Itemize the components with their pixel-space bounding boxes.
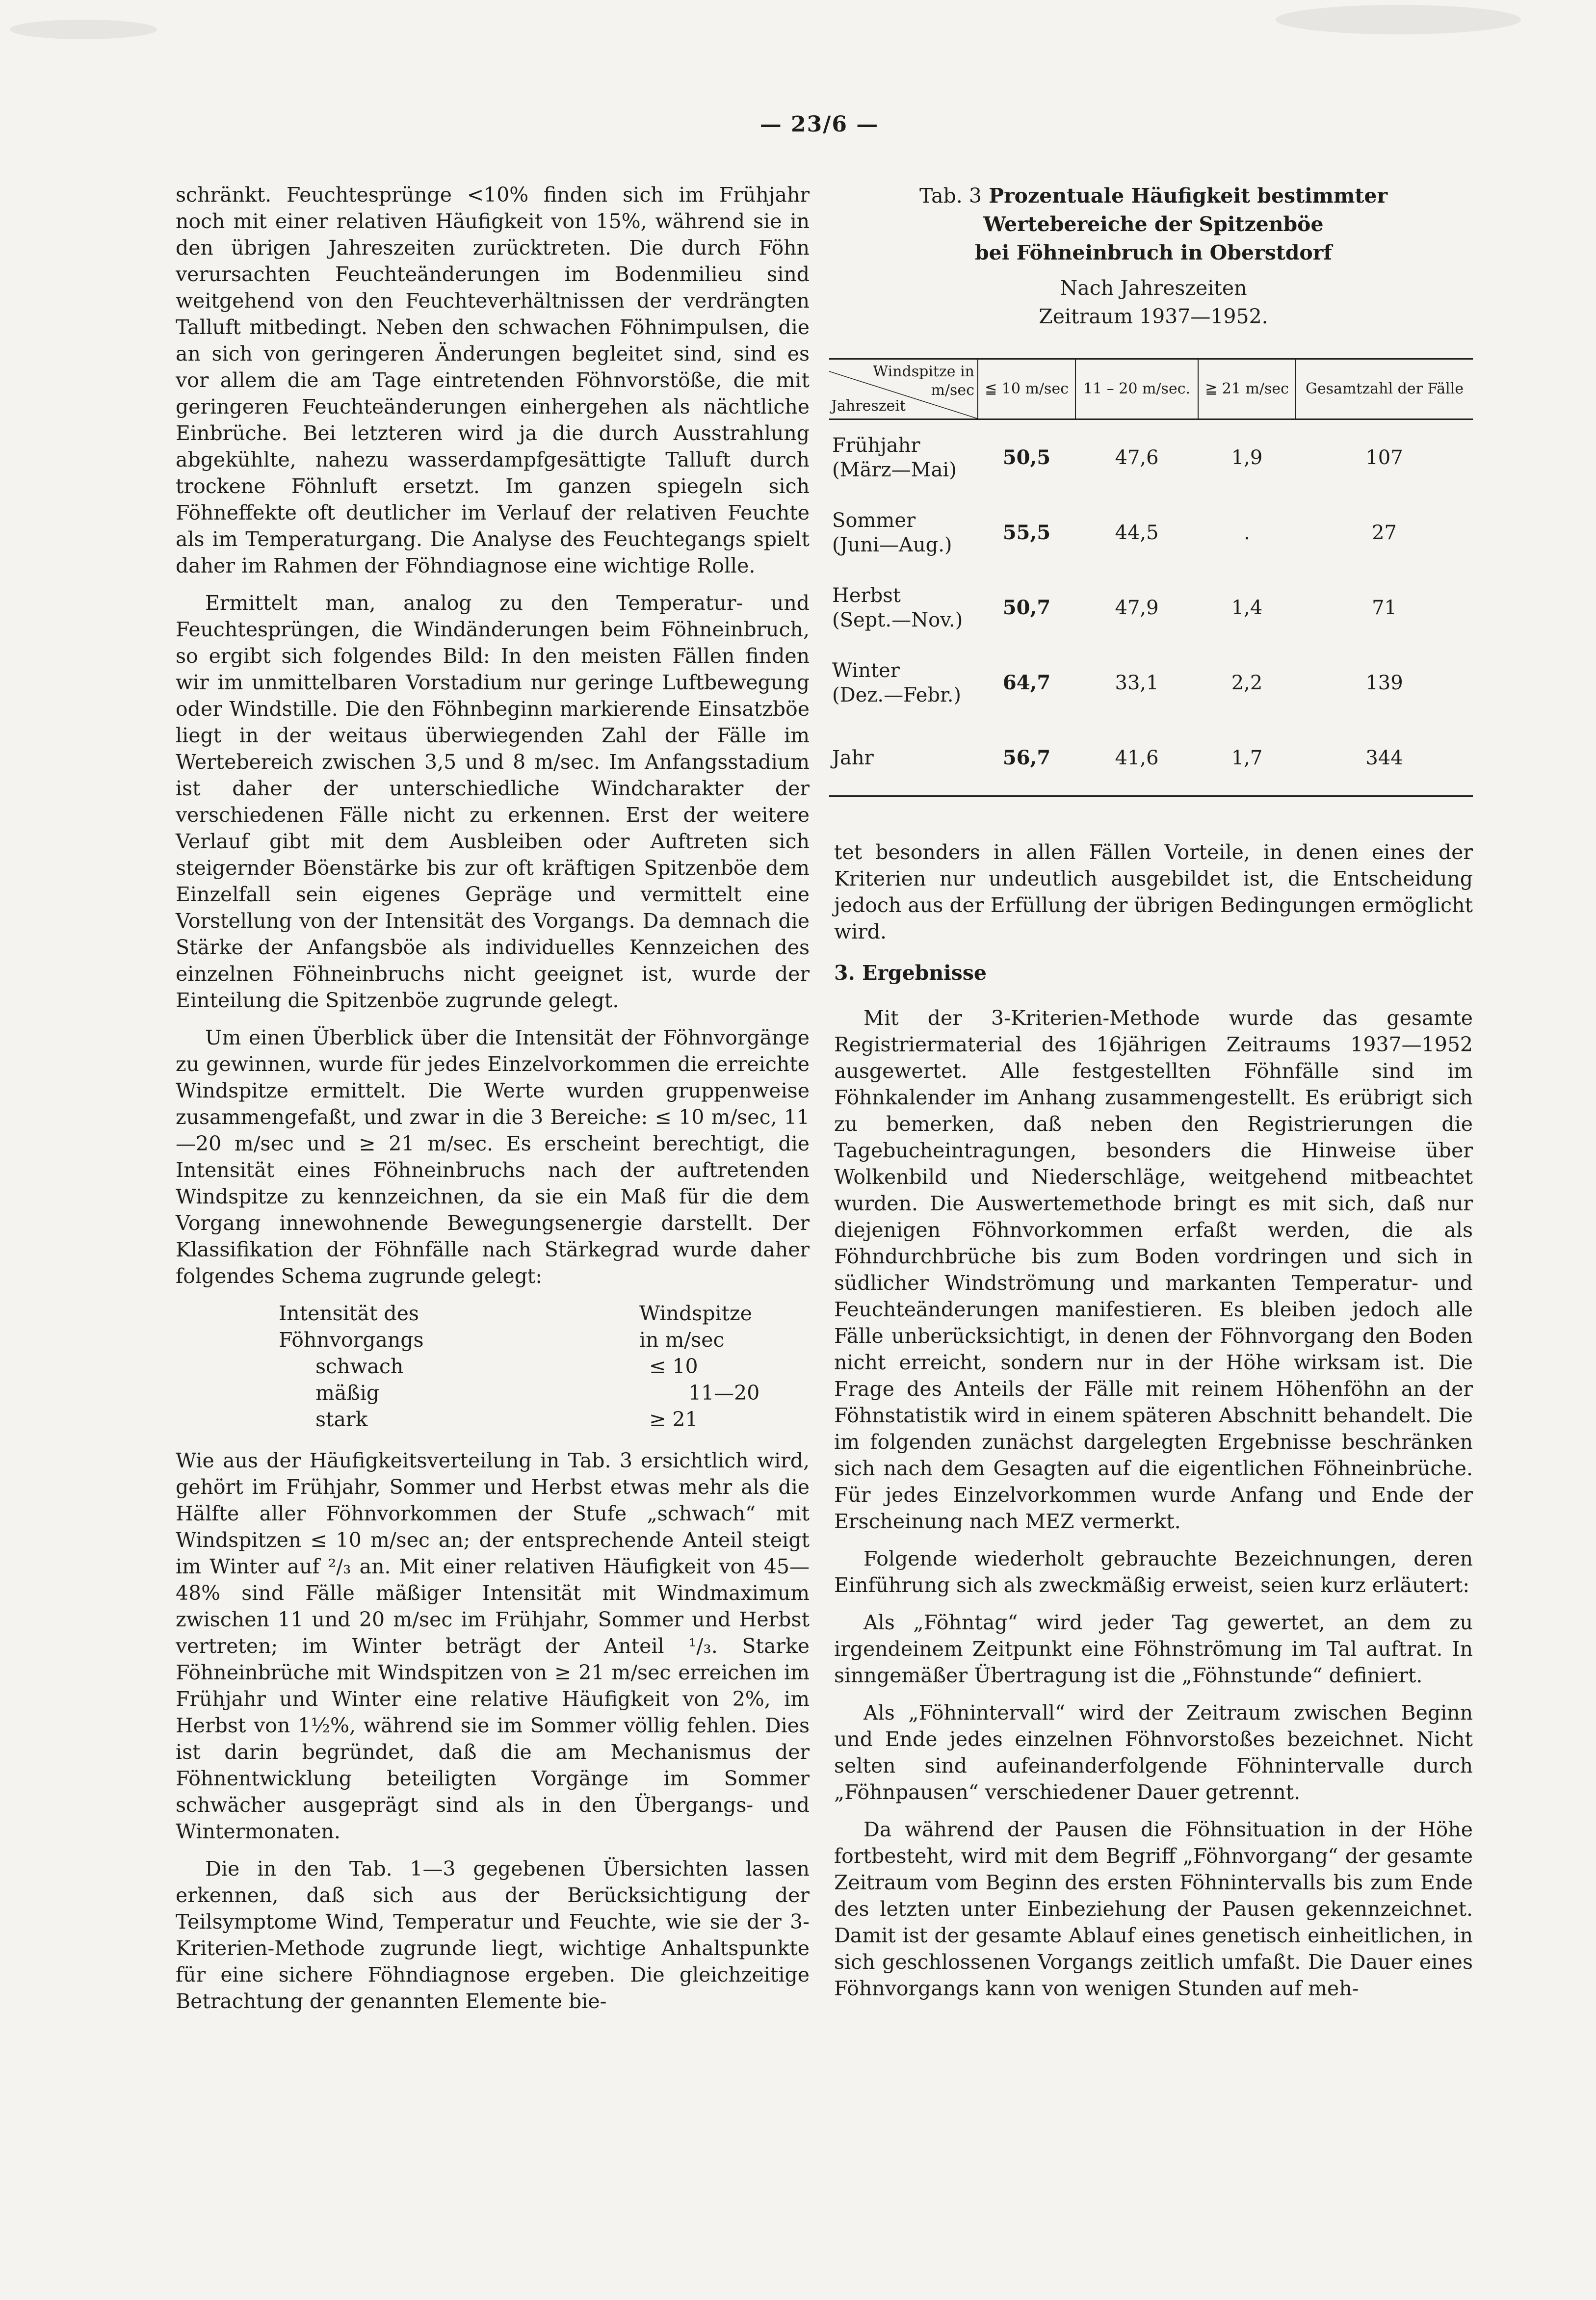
season-name: Jahr	[832, 746, 874, 769]
table-label: Tab. 3	[919, 184, 982, 208]
paragraph: Als „Föhnintervall“ wird der Zeitraum zwischen Beginn und Ende jedes einzelnen Föhnvorstoßes bezeichnet. Nicht selten sind aufeinanderfolgende Föhnintervalle durch „Föhnpausen“ verschiedener Dauer getrennt.	[834, 1701, 1473, 1804]
season-cell	[829, 570, 978, 645]
paragraph: Mit der 3-Kriterien-Methode wurde das gesamte Registriermaterial des 16jährigen Zeitraums 1937—1952 ausgewertet. Alle festgestellten Föhnfälle sind im Föhnkalender im Anhang zusammengestellt. Es erübrigt sich zu bemerken, daß neben den Registrierungen die Tagebucheintragungen, besonders die Hinweise über Wolkenbild und Niederschläge, weitgehend mitbeachtet wurden. Die Auswertemethode bringt es mit sich, daß nur diejenigen Föhnvorkommen erfaßt werden, die als Föhndurchbrüche bis zum Boden vordringen und sich in südlicher Windströmung und markanten Temperatur- und Feuchteänderungen manifestieren. Es bleiben jedoch alle Fälle unberücksichtigt, in denen der Föhnvorgang den Boden nicht erreicht, sondern nur in der Höhe wirksam ist. Die Frage des Anteils der Fälle mit reinem Höhenföhn an der Föhnstatistik wird in einem späteren Abschnitt behandelt. Die im folgenden zunächst dargelegten Ergebnisse beschränken sich nach dem Gesagten auf die eigentlichen Föhneinbrüche. Für jedes Einzelvorkommen wurde Anfang und Ende der Erscheinung nach MEZ vermerkt.	[834, 1006, 1473, 1533]
table-caption	[834, 182, 1473, 331]
schema-value: ≥ 21	[649, 1408, 698, 1431]
season-months: (Juni—Aug.)	[832, 533, 952, 556]
table-title	[834, 182, 1473, 210]
table-subtitle: Zeitraum 1937—1952.	[1039, 305, 1268, 328]
value-cell: 139	[1365, 671, 1403, 694]
corner-header	[829, 359, 978, 419]
value-cell: 50,5	[1002, 446, 1051, 469]
season-cell	[829, 645, 978, 720]
paragraph: Ermittelt man, analog zu den Temperatur- und Feuchtesprüngen, die Windänderungen beim Föhneinbruch, so ergibt sich folgendes Bild: In den meisten Fällen finden wir im unmittelbaren Vorstadium nur geringe Luftbewegung oder Windstille. Die den Föhnbeginn markierende Einsatzböe liegt in der weitaus überwiegenden Zahl der Fälle im Wertebereich zwischen 3,5 und 8 m/sec. Im Anfangsstadium ist daher der unterschiedliche Windcharakter der verschiedenen Fälle nicht zu erkennen. Erst der weitere Verlauf gibt mit dem Ausbleiben oder Auftreten sich steigernder Böenstärke bis zur oft kräftigen Spitzenböe dem Einzelfall sein eigenes Gepräge und vermittelt eine Vorstellung von der Intensität des Vorgangs. Da demnach die Stärke der Anfangsböe als individuelles Kennzeichen des einzelnen Föhneinbruchs nicht geeignet ist, wurde der Einteilung die Spitzenböe zugrunde gelegt.	[176, 591, 810, 1012]
paragraph: schränkt. Feuchtesprünge <10% finden sich im Frühjahr noch mit einer relativen Häufigkeit von 15%, während sie in den übrigen Jahreszeiten zurücktreten. Die durch Föhn verursachten Feuchteänderungen im Bodenmilieu sind weitgehend von den Feuchteverhältnissen der verdrängten Talluft mitbedingt. Neben den schwachen Föhnimpulsen, die an sich von geringeren Änderungen begleitet sind, sind es vor allem die am Tage eintretenden Föhnvorstöße, die mit geringeren Feuchteänderungen einhergehen als nächtliche Einbrüche. Bei letzteren wird ja die durch Ausstrahlung abgekühlte, nahezu wasserdampfgesättigte Talluft durch trockene Föhnluft ersetzt. Im ganzen spiegeln sich Föhneffekte oft deutlicher im Verlauf der relativen Feuchte als im Temperaturgang. Die Analyse des Feuchtegangs spielt daher im Rahmen der Föhndiagnose eine wichtige Rolle.	[176, 183, 810, 577]
value-cell: 2,2	[1231, 671, 1263, 694]
schema-header: in m/sec	[639, 1328, 725, 1352]
table-subtitle: Nach Jahreszeiten	[1060, 276, 1247, 300]
paragraph: Folgende wiederholt gebrauchte Bezeichnungen, deren Einführung sich als zweckmäßig erweist, seien kurz erläutert:	[834, 1547, 1473, 1597]
column-header: Gesamtzahl der Fälle	[1296, 359, 1473, 419]
schema-label: schwach	[315, 1355, 404, 1378]
value-cell: 55,5	[1002, 521, 1051, 544]
table-header-row	[829, 359, 1473, 419]
right-column	[834, 839, 1473, 2012]
value-cell: 44,5	[1115, 521, 1159, 544]
schema-label: mäßig	[315, 1381, 380, 1405]
schema-header: Windspitze	[639, 1302, 752, 1325]
season-name: Sommer	[832, 509, 916, 532]
corner-top-label: Windspitze in m/sec	[873, 363, 974, 399]
season-months: (März—Mai)	[832, 458, 957, 481]
value-cell: 1,9	[1231, 446, 1263, 469]
season-months: (Sept.—Nov.)	[832, 608, 963, 631]
season-cell	[829, 495, 978, 570]
season-name: Winter	[832, 659, 900, 682]
column-header: ≧ 21 m/sec	[1198, 359, 1296, 419]
column-header: 11 – 20 m/sec.	[1075, 359, 1198, 419]
intensity-schema	[176, 1300, 810, 1433]
paragraph: Wie aus der Häufigkeitsverteilung in Tab. 3 ersichtlich wird, gehört im Frühjahr, Sommer und Herbst etwas mehr als die Hälfte aller Föhnvorkommen der Stufe „schwach“ mit Windspitzen ≤ 10 m/sec an; der entsprechende Anteil steigt im Winter auf ²/₃ an. Mit einer relativen Häufigkeit von 45—48% sind Fälle mäßiger Intensität mit Windmaximum zwischen 11 und 20 m/sec im Frühjahr, Sommer und Herbst vertreten; im Winter beträgt der Anteil ¹/₃. Starke Föhneinbrüche mit Windspitzen von ≥ 21 m/sec erreichen im Frühjahr und Winter eine relative Häufigkeit von 2%, im Herbst von 1½%, während sie im Sommer völlig fehlen. Dies ist darin begründet, daß die am Mechanismus der Föhnentwicklung beteiligten Vorgänge im Sommer schwächer ausgeprägt sind als in den Übergangs- und Wintermonaten.	[176, 1449, 810, 1843]
value-cell: 33,1	[1115, 671, 1159, 694]
value-cell: 71	[1372, 596, 1397, 619]
value-cell: 47,9	[1115, 596, 1159, 619]
value-cell: .	[1244, 521, 1250, 544]
table-row	[829, 570, 1473, 645]
value-cell: 1,7	[1198, 720, 1296, 796]
table-row	[829, 720, 1473, 796]
paragraph: Da während der Pausen die Föhnsituation in der Höhe fortbesteht, wird mit dem Begriff „Föhnvorgang“ der gesamte Zeitraum vom Beginn des ersten Föhnintervalls bis zum Ende des letzten unter Einbeziehung der Pausen gekennzeichnet. Damit ist der gesamte Ablauf eines genetisch einheitlichen, in sich geschlossenen Vorgangs zeitlich umfaßt. Die Dauer eines Föhnvorgangs kann von wenigen Stunden auf meh-	[834, 1818, 1473, 2000]
schema-value: ≤ 10	[649, 1355, 698, 1378]
table-row	[829, 495, 1473, 570]
value-cell: 41,6	[1075, 720, 1198, 796]
value-cell: 56,7	[978, 720, 1075, 796]
table-row	[829, 645, 1473, 720]
paragraph: Als „Föhntag“ wird jeder Tag gewertet, an dem zu irgendeinem Zeitpunkt eine Föhnströmung im Tal auftrat. In sinngemäßer Übertragung ist die „Föhnstunde“ definiert.	[834, 1611, 1473, 1687]
paragraph: Um einen Überblick über die Intensität der Föhnvorgänge zu gewinnen, wurde für jedes Einzelvorkommen die erreichte Windspitze ermittelt. Die Werte wurden gruppenweise zusammengefaßt, und zwar in die 3 Bereiche: ≤ 10 m/sec, 11—20 m/sec und ≥ 21 m/sec. Es erscheint berechtigt, die Intensität eines Föhneinbruchs nach der auftretenden Windspitze zu kennzeichnen, da sie ein Maß für die dem Vorgang innewohnende Bewegungsenergie darstellt. Der Klassifikation der Föhnfälle nach Stärkegrad wurde daher folgendes Schema zugrunde gelegt:	[176, 1026, 810, 1288]
schema-header: Föhnvorgangs	[279, 1328, 424, 1352]
schema-label: stark	[315, 1408, 368, 1431]
corner-bottom-label: Jahreszeit	[831, 397, 906, 415]
column-header: ≦ 10 m/sec	[978, 359, 1075, 419]
paper-speckle	[1276, 5, 1521, 34]
season-months: (Dez.—Febr.)	[832, 683, 962, 706]
table-title-line: bei Föhneinbruch in Oberstdorf	[974, 241, 1333, 264]
schema-header: Intensität des	[279, 1302, 419, 1325]
section-heading: 3. Ergebnisse	[834, 961, 987, 985]
season-cell	[829, 419, 978, 496]
season-cell	[829, 720, 978, 796]
frequency-table	[829, 358, 1473, 797]
schema-value: 11—20	[688, 1381, 760, 1405]
value-cell: 50,7	[1002, 596, 1051, 619]
table-title-line: Prozentuale Häufigkeit bestimmter	[989, 184, 1388, 208]
paragraph: tet besonders in allen Fällen Vorteile, in denen eines der Kriterien nur undeutlich ausgebildet ist, die Entscheidung jedoch aus der Erfüllung der übrigen Bedingungen ermöglicht wird.	[834, 840, 1473, 943]
value-cell: 47,6	[1115, 446, 1159, 469]
page-number: — 23/6 —	[759, 112, 879, 137]
value-cell: 64,7	[1002, 671, 1051, 694]
left-column	[176, 182, 810, 2025]
paper-speckle	[10, 20, 157, 39]
table-title-line: Wertebereiche der Spitzenböe	[983, 212, 1324, 236]
value-cell: 107	[1365, 446, 1403, 469]
season-name: Frühjahr	[832, 434, 920, 457]
value-cell: 1,4	[1231, 596, 1263, 619]
table-row	[829, 419, 1473, 496]
value-cell: 27	[1372, 521, 1397, 544]
paragraph: Die in den Tab. 1—3 gegebenen Übersichten lassen erkennen, daß sich aus der Berücksichtigung der Teilsymptome Wind, Temperatur und Feuchte, wie sie der 3-Kriterien-Methode zugrunde liegt, wichtige Anhaltspunkte für eine sichere Föhndiagnose ergeben. Die gleichzeitige Betrachtung der genannten Elemente bie-	[176, 1857, 810, 2013]
value-cell: 344	[1296, 720, 1473, 796]
season-name: Herbst	[832, 584, 901, 607]
